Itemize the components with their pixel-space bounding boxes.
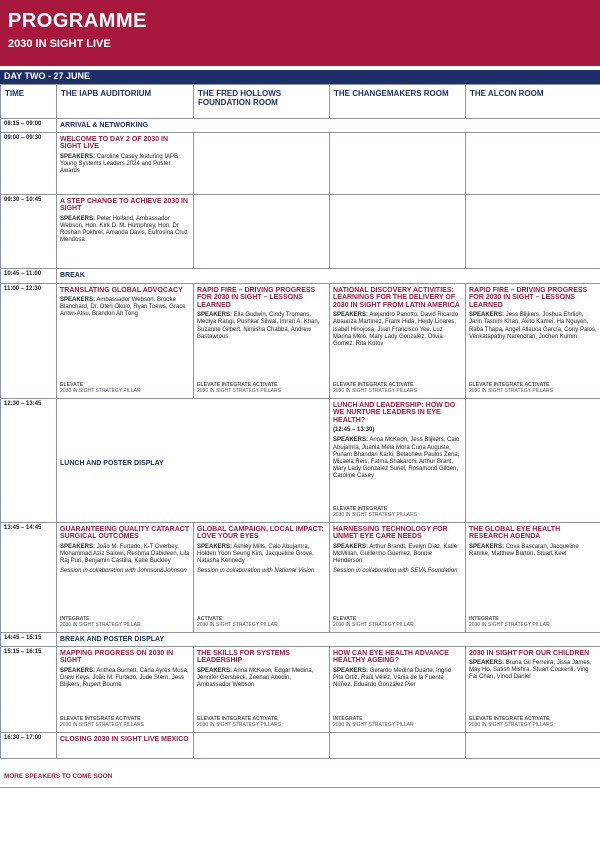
speakers-list: Arthur Brandt, Evelyn Diaz, Katie McMillan, Guillermo Güemez, Bonnie Henderson	[333, 543, 458, 564]
session-cell	[466, 522, 600, 632]
speakers-label: SPEAKERS:	[197, 667, 233, 674]
col-alcon-room: THE ALCON ROOM	[466, 85, 600, 119]
table-row	[1, 398, 600, 522]
speakers	[333, 668, 462, 689]
session-title: LUNCH AND LEADERSHIP: HOW DO WE NURTURE LEADERS IN EYE HEALTH?	[333, 401, 456, 424]
speakers-list: Bruna Gil Ferreira, Jissa James, May Ho, Satish Mishra, Stuart Cockerill, Ving Fai Chan, Vinod Daniel	[469, 660, 592, 681]
speakers	[469, 544, 597, 558]
session-cell	[57, 283, 194, 398]
session-cell	[330, 283, 466, 398]
session-cell	[57, 194, 194, 268]
col-time: TIME	[1, 85, 57, 119]
strategy-pillar	[60, 717, 144, 728]
speakers-list: Alejandro Panotto, David Ricardo Abaunza Martínez, Frank Hida, Heidy Linares, Isabel Hinojosa, Juan Francisco Yee, Luz Marina Melo, Mary Lady Gonzalez, Olivia Gomez, Rita Kotov	[333, 312, 459, 347]
pillar-names: INTEGRATE	[60, 616, 90, 623]
speakers-label: SPEAKERS:	[469, 312, 505, 319]
pillar-note: 2030 IN SIGHT STRATEGY PILLAR	[60, 388, 141, 394]
speakers-list: Jess Blijkers, Joshua Ehrlich, Jarin Tasnim Khan, Akito Kamei, Ha Nguyen, Raba Thapa, Angel Allauca García, Cony Palos, Venkatapathy Narendran, Jochen Kumm	[469, 312, 597, 340]
speakers-label: SPEAKERS:	[60, 667, 96, 674]
empty-cell	[194, 194, 330, 268]
session-cell	[57, 632, 600, 646]
session-cell	[330, 522, 466, 632]
speakers-list: Anthea Burnett, Carla Ayres Musa, Drew Keys, João M. Furtado, Jude Stern, Jess Blijkers, Rupert Bourne	[60, 667, 189, 688]
time-cell: 08:15 – 09:00	[1, 119, 57, 133]
pillar-names: ELEVATE INTEGRATE ACTIVATE	[469, 716, 550, 723]
time-cell: 09:30 – 10:45	[1, 194, 57, 268]
speakers-label: SPEAKERS:	[60, 153, 96, 160]
session-title: RAPID FIRE – DRIVING PROGRESS FOR 2030 IN SIGHT – LESSONS LEARNED	[197, 286, 316, 309]
session-cell	[330, 398, 466, 522]
pillar-note: 2030 IN SIGHT STRATEGY PILLARS	[333, 512, 417, 518]
session-cell	[194, 283, 330, 398]
speakers-label: SPEAKERS:	[333, 437, 369, 444]
session-cell	[194, 522, 330, 632]
speakers	[197, 312, 326, 340]
session-cell	[57, 132, 194, 194]
time-cell: 13:45 – 14:45	[1, 522, 57, 632]
pillar-note: 2030 IN SIGHT STRATEGY PILLAR	[197, 622, 278, 628]
session-title: A STEP CHANGE TO ACHIEVE 2030 IN SIGHT	[60, 197, 188, 213]
pillar-names: INTEGRATE	[469, 616, 499, 623]
pillar-names: ELEVATE INTEGRATE ACTIVATE	[197, 716, 278, 723]
pillar-note: 2030 IN SIGHT STRATEGY PILLAR	[469, 622, 550, 628]
time-cell: 11:00 – 12:30	[1, 283, 57, 398]
session-title: TRANSLATING GLOBAL ADVOCACY	[60, 286, 183, 294]
session-cell	[57, 119, 600, 133]
session-cell	[330, 646, 466, 732]
session-title: BREAK AND POSTER DISPLAY	[60, 635, 165, 643]
programme-header	[0, 0, 600, 66]
speakers-list: Ella Gudwin, Cindy Tromans, Mediya Rangi, Pushkar Silwal, Imran A. Khan, Suzanne Gilbert, Nimisha Chabba, Andrew Bastawrous	[197, 312, 320, 340]
session-title: ARRIVAL & NETWORKING	[60, 122, 149, 129]
strategy-pillar	[333, 383, 417, 394]
more-speakers-note: MORE SPEAKERS TO COME SOON	[4, 773, 113, 780]
table-row	[1, 119, 600, 133]
strategy-pillar	[197, 383, 281, 394]
time-cell: 09:00 – 09:30	[1, 132, 57, 194]
empty-cell	[466, 732, 600, 758]
speakers-list: Anna McKeon, Jess Blijkers, Caio Abujamra, Juanla Mela Mora Cuna Auguste, Punam Bhandari Karki, Belachew Paulos Zena, Micaela Reis, Fatma Shakarchi, Arthur Brant, Mary Lady Gonzalez Suriel, Rosamond Gilden, Caroline Casey	[333, 437, 460, 479]
speakers	[469, 312, 597, 340]
empty-cell	[194, 732, 330, 758]
strategy-pillar	[333, 617, 414, 628]
table-row	[1, 132, 600, 194]
time-cell: 16:30 – 17:00	[1, 732, 57, 758]
speakers-label: SPEAKERS:	[60, 297, 96, 304]
session-cell	[57, 646, 194, 732]
empty-cell	[466, 398, 600, 522]
speakers-list: Caroline Casey featuring IAPB Young Systems Leaders 2024 and Poster Awards	[60, 153, 179, 174]
session-cell	[57, 732, 194, 758]
speakers	[469, 660, 597, 681]
session-note: Session in collaboration with National Vision	[197, 568, 315, 575]
speakers	[333, 437, 462, 480]
session-title: HOW CAN EYE HEALTH ADVANCE HEALTHY AGEING?	[333, 649, 449, 665]
strategy-pillar	[60, 383, 141, 394]
pillar-note: 2030 IN SIGHT STRATEGY PILLAR	[333, 622, 414, 628]
session-cell	[57, 268, 600, 283]
empty-cell	[194, 132, 330, 194]
time-cell: 14:45 – 15:15	[1, 632, 57, 646]
day-label: DAY TWO - 27 JUNE	[4, 71, 91, 81]
speakers-label: SPEAKERS:	[60, 543, 96, 550]
bottom-divider	[0, 787, 600, 788]
pillar-names: ELEVATE INTEGRATE ACTIVATE	[60, 716, 141, 723]
pillar-names: ELEVATE	[333, 616, 357, 623]
speakers-list: Ashley Mills, Caio Abujamra, Holden Yoon Seung Kim, Jacqueline Grove, Natasha Kennedy	[197, 543, 314, 564]
pillar-note: 2030 IN SIGHT STRATEGY PILLAR	[333, 722, 414, 728]
strategy-pillar	[197, 717, 281, 728]
empty-cell	[330, 194, 466, 268]
pillar-names: ELEVATE INTEGRATE ACTIVATE	[333, 382, 414, 389]
speakers-label: SPEAKERS:	[469, 660, 505, 667]
strategy-pillar	[333, 717, 414, 728]
pillar-names: ELEVATE INTEGRATE ACTIVATE	[197, 382, 278, 389]
pillar-note: 2030 IN SIGHT STRATEGY PILLAR	[60, 622, 141, 628]
table-row	[1, 732, 600, 758]
speakers-list: Cova Bascaran, Jacqueline Ramke, Matthew Burton, Stuart Keel	[469, 543, 579, 557]
speakers-label: SPEAKERS:	[197, 543, 233, 550]
session-title: 2030 IN SIGHT FOR OUR CHILDREN	[469, 649, 590, 657]
speakers-label: SPEAKERS:	[469, 543, 505, 550]
page-subtitle: 2030 IN SIGHT LIVE	[8, 38, 111, 50]
time-cell: 10:45 – 11:00	[1, 268, 57, 283]
pillar-names: ELEVATE INTEGRATE	[333, 506, 388, 513]
session-cell	[466, 283, 600, 398]
session-title: HARNESSING TECHNOLOGY FOR UNMET EYE CARE NEEDS	[333, 525, 448, 541]
pillar-note: 2030 IN SIGHT STRATEGY PILLARS	[197, 388, 281, 394]
empty-cell	[330, 732, 466, 758]
session-title: CLOSING 2030 IN SIGHT LIVE MEXICO	[60, 735, 189, 743]
session-title: GLOBAL CAMPAIGN, LOCAL IMPACT: LOVE YOUR EYES	[197, 525, 324, 541]
empty-cell	[466, 194, 600, 268]
session-title: THE SKILLS FOR SYSTEMS LEADERSHIP	[197, 649, 290, 665]
pillar-names: ELEVATE INTEGRATE ACTIVATE	[469, 382, 550, 389]
table-row	[1, 522, 600, 632]
speakers	[60, 668, 190, 689]
session-cell	[57, 522, 194, 632]
strategy-pillar	[469, 717, 553, 728]
session-title: WELCOME TO DAY 2 OF 2030 IN SIGHT LIVE	[60, 135, 169, 151]
speakers	[60, 297, 190, 318]
table-row	[1, 283, 600, 398]
session-title: MAPPING PROGRESS ON 2030 IN SIGHT	[60, 649, 174, 665]
page-title: PROGRAMME	[8, 10, 147, 32]
strategy-pillar	[197, 617, 278, 628]
strategy-pillar	[469, 383, 553, 394]
pillar-names: INTEGRATE	[333, 716, 363, 723]
session-cell	[194, 646, 330, 732]
strategy-pillar	[60, 617, 141, 628]
session-cell	[57, 398, 330, 522]
speakers-label: SPEAKERS:	[60, 215, 96, 222]
speakers	[197, 544, 326, 565]
time-cell: 12:30 – 13:45	[1, 398, 57, 522]
pillar-note: 2030 IN SIGHT STRATEGY PILLARS	[60, 722, 144, 728]
speakers	[333, 312, 462, 347]
speakers	[197, 668, 326, 689]
table-row	[1, 646, 600, 732]
session-title: GUARANTEEING QUALITY CATARACT SURGICAL OUTCOMES	[60, 525, 190, 541]
speakers-label: SPEAKERS:	[333, 543, 369, 550]
speakers-label: SPEAKERS:	[333, 667, 369, 674]
speakers	[60, 216, 190, 244]
table-row	[1, 268, 600, 283]
pillar-note: 2030 IN SIGHT STRATEGY PILLARS	[333, 388, 417, 394]
pillar-note: 2030 IN SIGHT STRATEGY PILLARS	[469, 722, 553, 728]
col-changemakers-room: THE CHANGEMAKERS ROOM	[330, 85, 466, 119]
session-note: Session in collaboration with SEVA Foundation	[333, 568, 458, 575]
session-title: THE GLOBAL EYE HEALTH RESEARCH AGENDA	[469, 525, 561, 541]
speakers	[333, 544, 462, 565]
time-cell: 15:15 – 16:15	[1, 646, 57, 732]
pillar-names: ELEVATE	[60, 382, 84, 389]
speakers-list: Gerardo Medina Duarte, Ingrid Pita Ortiz, Raúl Vélez, Vânia de la Fuente Núñez, Eduardo González Pier	[333, 667, 452, 688]
header-row	[1, 85, 600, 119]
speakers-list: Ambassador Webson, Brooke Blanchard, Dr. Oteri Okolo, Ryan Toews, Grace Antwi-Atsu, Brandon Ah Tong	[60, 297, 186, 318]
session-title: NATIONAL DISCOVERY ACTIVITIES: LEARNINGS FOR THE DELIVERY OF 2030 IN SIGHT FROM LATIN AMERICA	[333, 286, 460, 309]
table-row	[1, 632, 600, 646]
speakers-label: SPEAKERS:	[333, 312, 369, 319]
table-row	[1, 194, 600, 268]
speakers-list: João M. Furtado, K-T Overbey, Mohammad Aziz Salowi, Reshma Dabideen, Lila Raj Puri, Benjamin Castilla, Katie Buckley	[60, 543, 190, 564]
speakers	[60, 154, 190, 175]
pillar-note: 2030 IN SIGHT STRATEGY PILLARS	[469, 388, 553, 394]
col-iapb-auditorium: THE IAPB AUDITORIUM	[57, 85, 194, 119]
pillar-names: ACTIVATE	[197, 616, 223, 623]
day-banner	[0, 70, 600, 84]
speakers	[60, 544, 190, 565]
col-fred-hollows-room: THE FRED HOLLOWS FOUNDATION ROOM	[194, 85, 330, 119]
schedule-table	[0, 84, 600, 759]
strategy-pillar	[333, 507, 417, 518]
strategy-pillar	[469, 617, 550, 628]
empty-cell	[466, 132, 600, 194]
session-time: (12:45 – 13:30)	[333, 427, 375, 434]
speakers-list: Anna McKeon, Edgar Medina, Jennifer Gersbeck, Zeehan Abedin, Ambassador Webson	[197, 667, 314, 688]
session-title: BREAK	[60, 271, 85, 279]
session-cell	[466, 646, 600, 732]
speakers-list: Peter Holland, Ambassador Webson, Hon. Kirk D. M. Humphrey, Hon. Dr Roshan Pokhrel, Amanda Davis, Eufrosina Cruz Mendosa	[60, 215, 188, 244]
session-note: Session in collaboration with Johnson&Johnson	[60, 568, 187, 575]
lunch-label: LUNCH AND POSTER DISPLAY	[60, 460, 164, 468]
speakers-label: SPEAKERS:	[197, 312, 233, 319]
session-title: RAPID FIRE – DRIVING PROGRESS FOR 2030 IN SIGHT – LESSONS LEARNED	[469, 286, 588, 309]
empty-cell	[330, 132, 466, 194]
pillar-note: 2030 IN SIGHT STRATEGY PILLARS	[197, 722, 281, 728]
